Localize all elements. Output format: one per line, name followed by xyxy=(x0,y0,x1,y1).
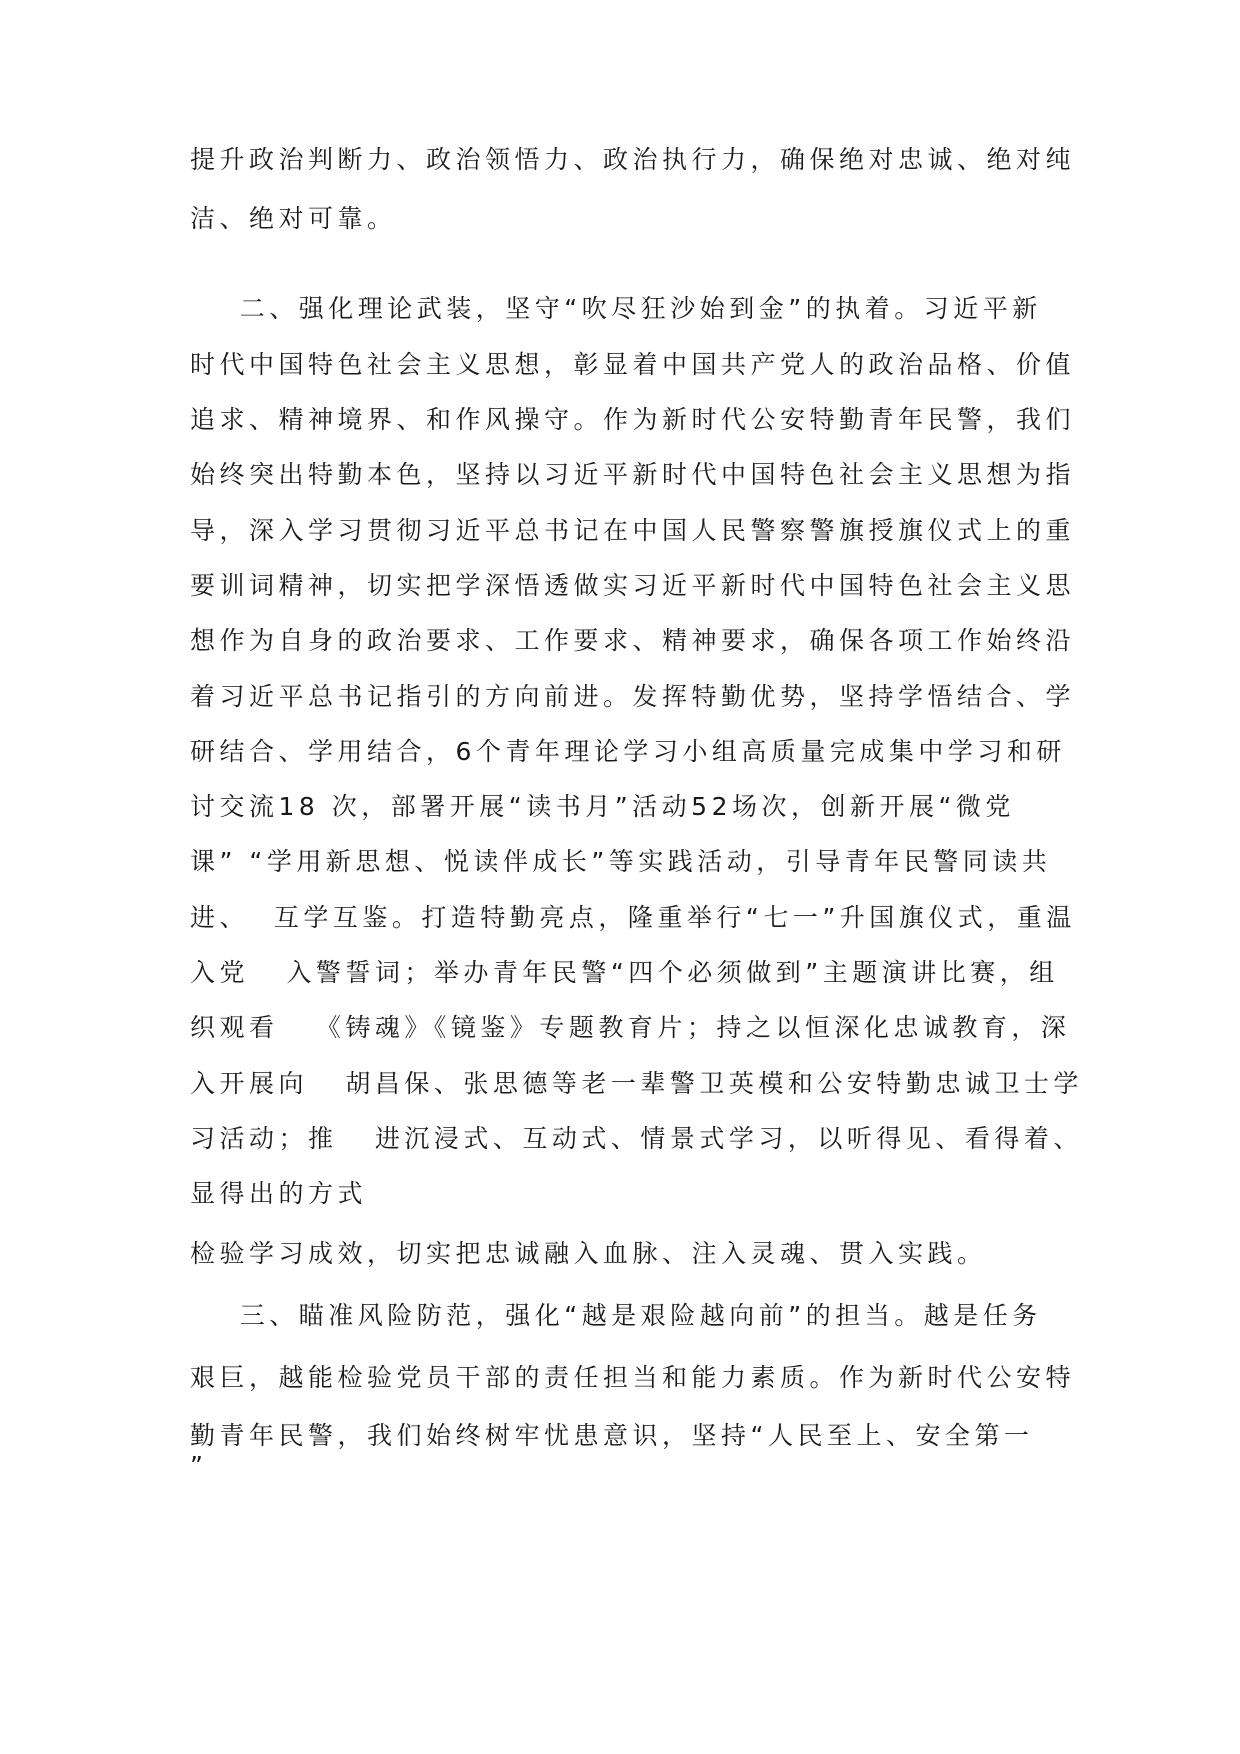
text-line: 艰巨，越能检验党员干部的责任担当和能力素质。作为新时代公安特 xyxy=(190,1363,1076,1392)
text-line: 要训词精神，切实把学深悟透做实习近平新时代中国特色社会主义思 xyxy=(190,571,1076,600)
text-line: ” xyxy=(190,1451,208,1480)
text-line: 追求、精神境界、和作风操守。作为新时代公安特勤青年民警，我们 xyxy=(190,405,1076,434)
text-line: 勤青年民警，我们始终树牢忧患意识，坚持“人民至上、安全第一 xyxy=(190,1421,1034,1450)
text-line: 习活动；推 进沉浸式、互动式、情景式学习，以听得见、看得着、 xyxy=(190,1124,1083,1153)
text-line: 显得出的方式 xyxy=(190,1179,368,1208)
text-line: 入党 入警誓词；举办青年民警“四个必须做到”主题演讲比赛，组 xyxy=(190,958,1059,987)
text-line: 研结合、学用结合，6个青年理论学习小组高质量完成集中学习和研 xyxy=(190,737,1066,766)
text-line: 织观看 《铸魂》《镜鉴》专题教育片；持之以恒深化忠诚教育，深 xyxy=(190,1013,1071,1042)
text-line: 着习近平总书记指引的方向前进。发挥特勤优势，坚持学悟结合、学 xyxy=(190,682,1076,711)
paragraph-2-first-line: 二、强化理论武装，坚守“吹尽狂沙始到金”的执着。习近平新 xyxy=(190,294,1042,323)
paragraph-3-first-line: 三、瞄准风险防范，强化“越是艰险越向前”的担当。越是任务 xyxy=(190,1301,1042,1330)
text-line: 洁、绝对可靠。 xyxy=(190,204,397,233)
text-line: 时代中国特色社会主义思想，彰显着中国共产党人的政治品格、价值 xyxy=(190,350,1076,379)
text-line: 课” “学用新思想、悦读伴成长”等实践活动，引导青年民警同读共 xyxy=(190,847,1052,876)
text-line: 提升政治判断力、政治领悟力、政治执行力，确保绝对忠诚、绝对纯 xyxy=(190,145,1076,174)
text-line: 始终突出特勤本色，坚持以习近平新时代中国特色社会主义思想为指 xyxy=(190,460,1076,489)
text-line: 检验学习成效，切实把忠诚融入血脉、注入灵魂、贯入实践。 xyxy=(190,1239,987,1268)
text-line: 导，深入学习贯彻习近平总书记在中国人民警察警旗授旗仪式上的重 xyxy=(190,516,1076,545)
text-line: 进、 互学互鉴。打造特勤亮点，隆重举行“七一”升国旗仪式，重温 xyxy=(190,903,1076,932)
text-line: 讨交流18 次，部署开展“读书月”活动52场次，创新开展“微党 xyxy=(190,792,1015,821)
text-line: 入开展向 胡昌保、张思德等老一辈警卫英模和公安特勤忠诚卫士学 xyxy=(190,1069,1083,1098)
text-line: 想作为自身的政治要求、工作要求、精神要求，确保各项工作始终沿 xyxy=(190,626,1076,655)
